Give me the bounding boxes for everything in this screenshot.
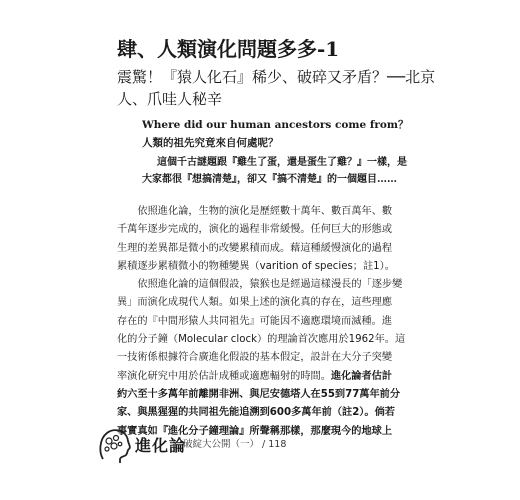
body-line-text: 率演化研究中用於估計成種或適應輻射的時間。 xyxy=(117,370,331,382)
body-line: 化的分子鐘（Molecular clock）的理論首次應用於1962年。這 xyxy=(117,334,406,346)
body-line xyxy=(117,368,407,386)
chapter-subtitle xyxy=(117,66,436,110)
body-paragraphs xyxy=(117,203,407,441)
body-line: 依照進化論的這個假設，猿猴也是經過這樣漫長的「逐步變 xyxy=(137,279,403,291)
body-bold-line: 事實真如『進化分子鐘理論』所聲稱那樣，那麼現今的地球上 xyxy=(117,425,393,437)
intro-paragraph xyxy=(142,154,432,188)
english-question: Where did our human ancestors come from？ xyxy=(142,119,409,131)
head-profile-icon xyxy=(95,425,133,465)
footer-page-info: 破綻大公開（一） / 118 xyxy=(183,439,287,450)
body-line: 依照進化論，生物的演化是歷經數十萬年、數百萬年、數 xyxy=(137,206,393,217)
body-bold-line: 約六至十多萬年前離開非洲、與尼安德塔人在55到77萬年前分 xyxy=(117,388,401,400)
body-bold-line: 家、與黑猩猩的共同祖先能追溯到600多萬年前（註2）。倘若 xyxy=(117,407,395,419)
body-line: 存在的『中間形猿人共同祖先』可能因不適應環境而滅種。進 xyxy=(117,315,393,327)
body-line: 千萬年逐步完成的，演化的過程非常緩慢。任何巨大的形態或 xyxy=(117,224,393,236)
page-footer xyxy=(95,425,355,465)
intro-block xyxy=(142,116,432,188)
chinese-question: 人類的祖先究竟來自何處呢？ xyxy=(142,137,279,149)
body-line: 一技術係根據符合廣進化假設的基本假定，設計在大分子突變 xyxy=(117,352,393,364)
subtitle-line: 人、爪哇人秘辛 xyxy=(117,90,223,108)
body-line-bold: 進化論者估計 xyxy=(330,370,393,382)
chapter-title: 肆、人類演化問題多多-1 xyxy=(117,37,340,61)
subtitle-line: 震驚！『猿人化石』稀少、破碎又矛盾？──北京 xyxy=(117,68,436,86)
footer-brand: 進化論 xyxy=(135,436,187,455)
intro-line: 大家都很『想搞清楚』，卻又『搞不清楚』的一個題目…… xyxy=(142,174,397,185)
intro-line: 這個千古謎題跟『雞生了蛋，還是蛋生了雞？』一樣，是 xyxy=(157,157,407,168)
body-line: 生理的差異都是微小的改變累積而成。藉這種緩慢演化的過程 xyxy=(117,242,393,254)
body-line: 累積逐步累積微小的物種變異（varition of species；註1）。 xyxy=(117,260,395,272)
body-line: 異」而演化成現代人類。如果上述的演化真的存在，這些理應 xyxy=(117,297,393,309)
